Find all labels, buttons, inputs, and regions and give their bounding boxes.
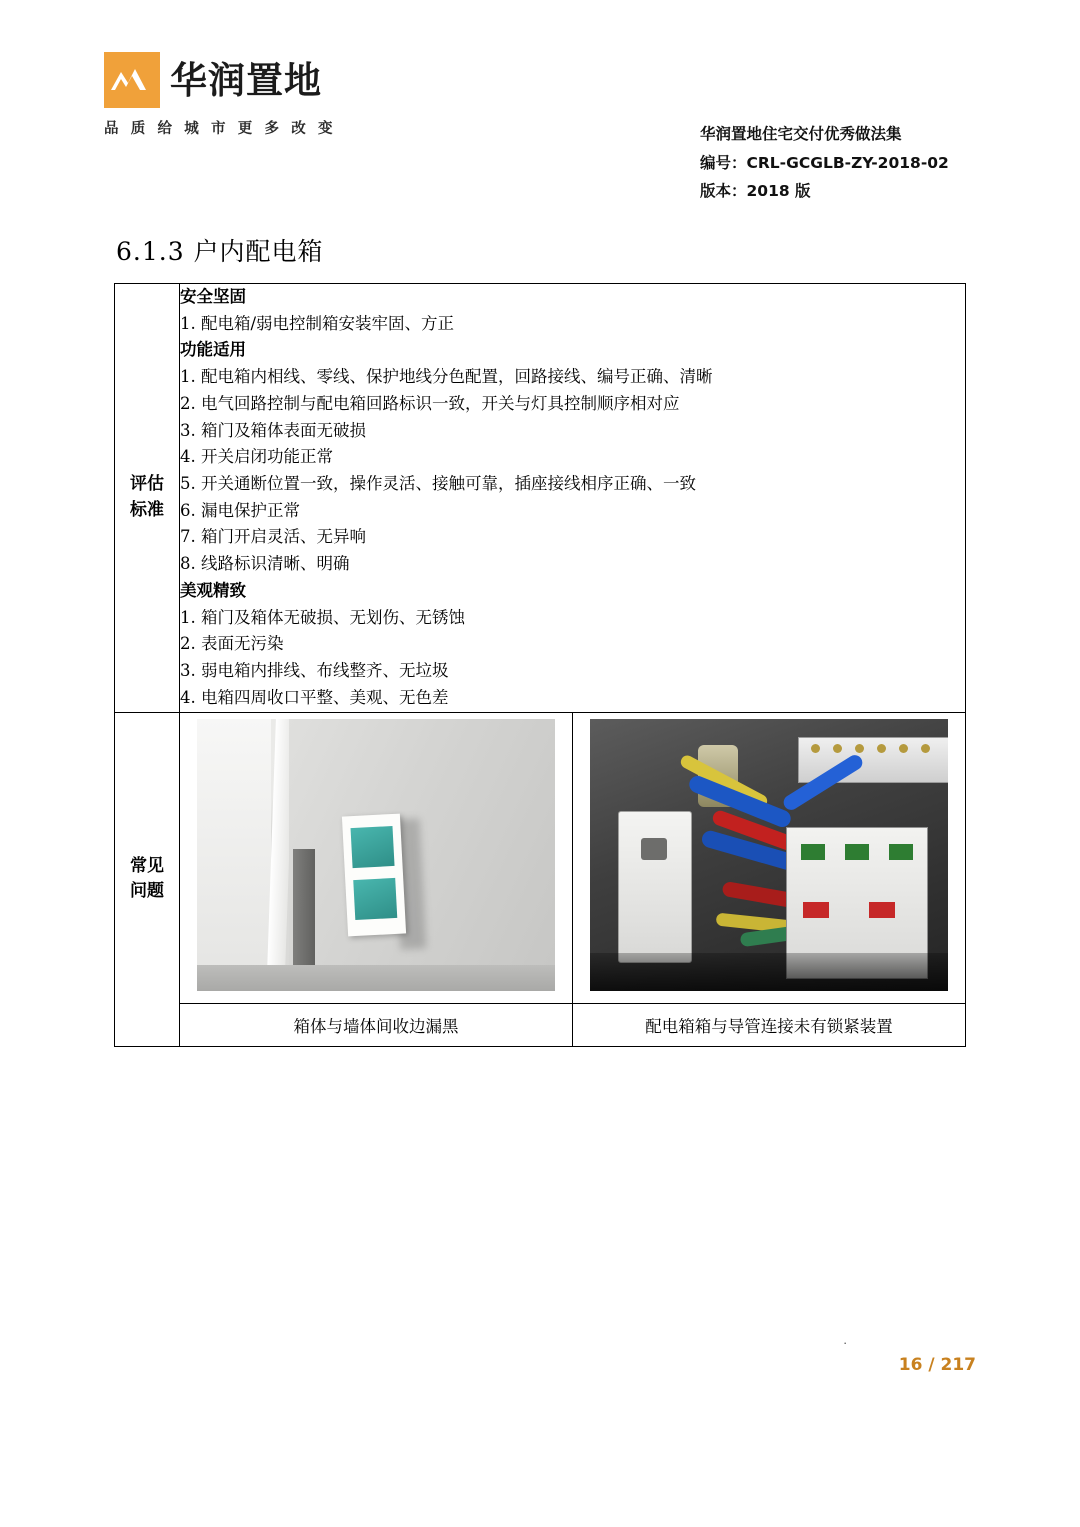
criteria-item: 4. 电箱四周收口平整、美观、无色差 [180,687,449,707]
table-row-issues-photos [115,712,966,1003]
criteria-item: 4. 开关启闭功能正常 [180,447,333,467]
criteria-item: 8. 线路标识清晰、明确 [180,554,350,574]
footer-dot-marker: · [843,1335,850,1350]
issue-photo-wall-corner [197,719,555,991]
mountain-logo-icon [104,52,160,108]
row-label-issues [115,712,180,1046]
issue-photo-cell-1 [180,712,573,1003]
criteria-item: 2. 电气回路控制与配电箱回路标识一致，开关与灯具控制顺序相对应 [180,393,680,413]
row-label-criteria [115,284,180,713]
section-heading: 6.1.3 户内配电箱 [116,237,324,266]
criteria-table [114,283,966,1047]
document-meta [700,120,949,206]
brand-slogan: 品 质 给 城 市 更 多 改 变 [104,121,337,137]
table-row-captions [115,1003,966,1046]
criteria-group-heading: 功能适用 [180,340,246,360]
row-label-criteria-line2: 标准 [130,499,164,520]
row-label-issues-line1: 常见 [130,855,164,876]
criteria-item: 1. 箱门及箱体无破损、无划伤、无锈蚀 [180,607,465,627]
issue-photo-cell-2 [573,712,966,1003]
row-label-criteria-line1: 评估 [130,474,164,495]
brand-name: 华润置地 [170,58,322,102]
criteria-item: 1. 配电箱/弱电控制箱安装牢固、方正 [180,313,455,333]
criteria-group-heading: 美观精致 [180,580,246,600]
criteria-item: 1. 配电箱内相线、零线、保护地线分色配置，回路接线、编号正确、清晰 [180,367,713,387]
page-number: 16 / 217 [898,1355,976,1375]
criteria-item: 6. 漏电保护正常 [180,500,300,520]
photo-caption-1: 箱体与墙体间收边漏黑 [180,1003,573,1046]
photo-caption-2: 配电箱箱与导管连接未有锁紧装置 [573,1003,966,1046]
table-row-criteria [115,284,966,713]
row-label-issues-line2: 问题 [130,881,164,901]
issue-photo-distribution-box [590,719,948,991]
criteria-group-heading: 安全坚固 [180,287,246,306]
criteria-item: 7. 箱门开启灵活、无异响 [180,527,366,547]
brand-logo [104,52,337,138]
doc-title: 华润置地住宅交付优秀做法集 [700,125,902,143]
criteria-item: 3. 弱电箱内排线、布线整齐、无垃圾 [180,661,449,681]
page-header [0,52,1080,212]
doc-version: 版本：2018 版 [700,182,811,201]
criteria-content [180,284,966,713]
criteria-item: 5. 开关通断位置一致，操作灵活、接触可靠，插座接线相序正确、一致 [180,474,696,494]
doc-code: 编号：CRL-GCGLB-ZY-2018-02 [700,153,949,172]
criteria-item: 2. 表面无污染 [180,634,284,654]
criteria-item: 3. 箱门及箱体表面无破损 [180,420,366,440]
